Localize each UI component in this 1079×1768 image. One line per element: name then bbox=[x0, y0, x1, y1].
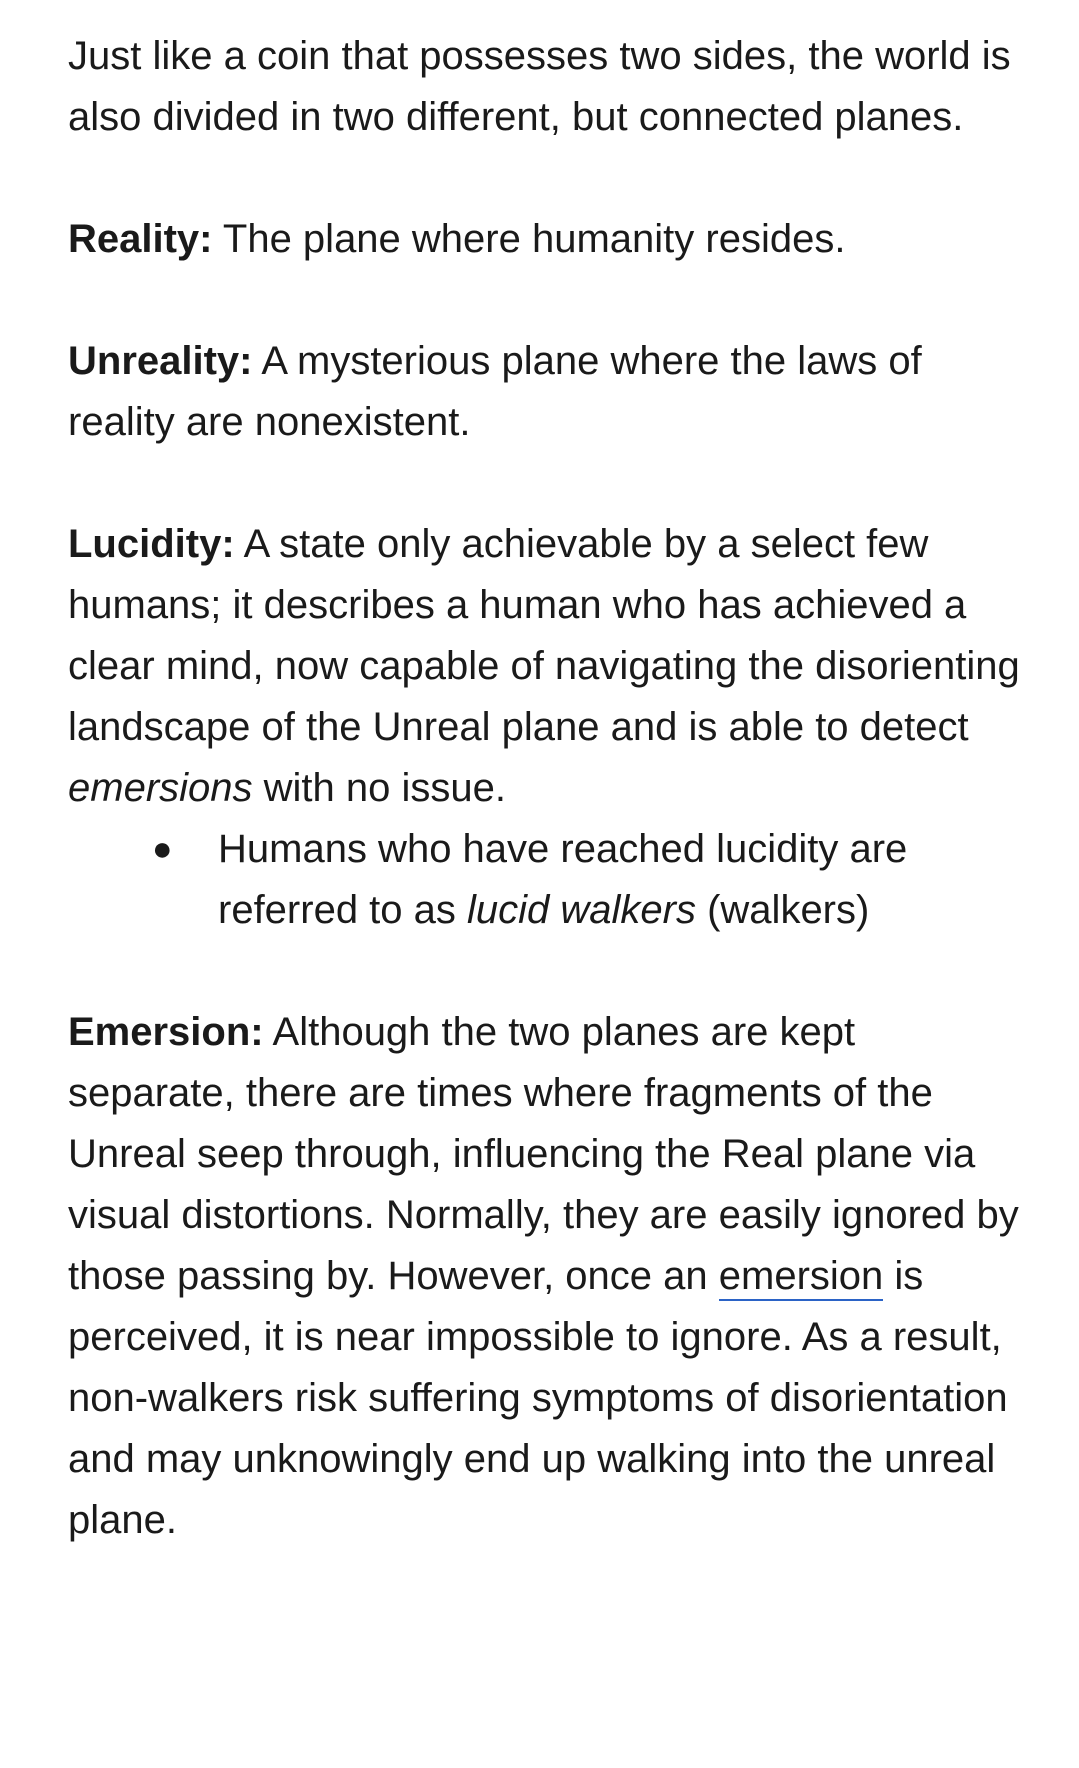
lucidity-text-emphasis: emersions bbox=[68, 766, 253, 810]
emersion-text-after: is perceived, it is near impossible to ignore. As a result, non-walkers risk suffering symptoms of disorientation and may unknowingly end up walking into the unreal plane. bbox=[68, 1254, 1008, 1542]
bullet-text-emphasis: lucid walkers bbox=[467, 888, 696, 932]
lucidity-text-before: A state only achievable by a select few humans; it describes a human who has achieved a clear mind, now capable of navigating the disorienting landscape of the Unreal plane and is able to detect bbox=[68, 522, 1020, 749]
unreality-definition bbox=[68, 331, 1028, 453]
emersion-text-before: Although the two planes are kept separate, there are times where fragments of the Unreal seep through, influencing the Real plane via visual distortions. Normally, they are easily ignored by those passing by. However, once an bbox=[68, 1010, 1019, 1298]
intro-paragraph bbox=[68, 26, 1028, 148]
bullet-icon: ● bbox=[152, 830, 173, 868]
reality-definition bbox=[68, 209, 1028, 270]
emersion-link[interactable]: emersion bbox=[719, 1254, 884, 1301]
lucidity-bullet-list bbox=[68, 819, 1028, 941]
emersion-definition bbox=[68, 1002, 1028, 1551]
reality-term: Reality: bbox=[68, 217, 213, 261]
bullet-text-after: (walkers) bbox=[695, 888, 870, 932]
unreality-term: Unreality: bbox=[68, 339, 253, 383]
bullet-text-before: Humans who have reached lucidity are referred to as bbox=[218, 827, 908, 932]
lucidity-term: Lucidity: bbox=[68, 522, 235, 566]
intro-text: Just like a coin that possesses two sides, the world is also divided in two different, but connected planes. bbox=[68, 34, 1011, 139]
unreality-text: A mysterious plane where the laws of reality are nonexistent. bbox=[68, 339, 922, 444]
lucidity-text-after: with no issue. bbox=[252, 766, 506, 810]
list-item bbox=[68, 819, 1028, 941]
document-body bbox=[68, 26, 1028, 1551]
emersion-term: Emersion: bbox=[68, 1010, 264, 1054]
lucidity-definition bbox=[68, 514, 1028, 819]
reality-text: The plane where humanity resides. bbox=[212, 217, 846, 261]
